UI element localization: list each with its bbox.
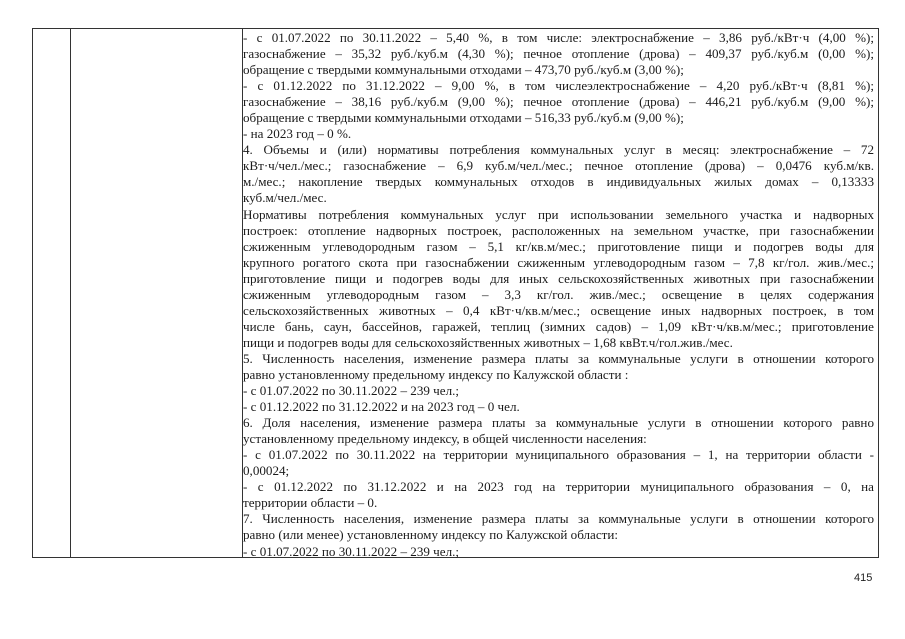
text-line: - с 01.07.2022 по 30.11.2022 – 5,40 %, в том числе: электроснабжение – 3,86 руб./кВт·ч (4,00 %); (243, 30, 874, 45)
text-line: - с 01.07.2022 по 30.11.2022 – 239 чел.; (243, 383, 460, 399)
text-line: числе бань, саун, бассейнов, гаражей, теплиц (зимних садов) – 1,09 кВт·ч/кв.м/мес.; приготовление (243, 318, 874, 334)
text-line: м./мес.; накопление твердых коммунальных отходов в индивидуальных жилых домах – 0,13333 (243, 174, 874, 190)
text-line: равно установленному предельному индексу по Калужской области : (243, 366, 629, 382)
document-table (32, 28, 879, 558)
text-line: построек: отопление надворных построек, расположенных на земельном участке, при газоснабжении (243, 222, 874, 238)
text-line: установленному предельному индексу, в общей численности населения: (243, 431, 647, 447)
text-line: равно (или менее) установленному индексу по Калужской области: (243, 527, 619, 543)
text-line: - с 01.07.2022 по 30.11.2022 – 239 чел.; (243, 543, 460, 559)
text-line: - с 01.12.2022 по 31.12.2022 и на 2023 год – 0 чел. (243, 399, 520, 415)
table-cell-content (243, 30, 874, 560)
text-line: сжиженным углеводородным газом – 3,3 кг/гол. жив./мес.; освещение в целях содержания (243, 286, 874, 302)
text-line: газоснабжение – 38,16 руб./куб.м (9,00 %); печное отопление (дрова) – 446,21 руб./куб.м (9,00 %); (243, 94, 874, 110)
text-line: сжиженным углеводородным газом – 5,1 кг/кв.м/мес.; приготовление пищи и подогрев воды для (243, 238, 874, 254)
text-line: сельскохозяйственных животных – 0,4 кВт·ч/кв.м/мес.; освещение иных надворных построек, в том (243, 302, 874, 318)
text-line: 4. Объемы и (или) нормативы потребления коммунальных услуг в месяц: электроснабжение – 72 (243, 142, 874, 158)
text-line: - с 01.07.2022 по 30.11.2022 на территории муниципального образования – 1, на территории области - (243, 447, 874, 463)
text-line: Нормативы потребления коммунальных услуг при использовании земельного участка и надворных (243, 206, 874, 222)
text-line: - с 01.12.2022 по 31.12.2022 – 9,00 %, в том числеэлектроснабжение – 4,20 руб./кВт·ч (8,81 %); (243, 78, 874, 94)
text-line: территории области – 0. (243, 495, 378, 511)
text-line: кВт·ч/чел./мес.; газоснабжение – 6,9 куб.м/чел./мес.; печное отопление (дрова) – 0,0476 куб.м/кв. (243, 158, 874, 174)
text-line: газоснабжение – 35,32 руб./куб.м (4,30 %); печное отопление (дрова) – 409,37 руб./куб.м (0,00 %); (243, 46, 874, 62)
text-line: - на 2023 год – 0 %. (243, 126, 352, 142)
text-line: 7. Численность населения, изменение размера платы за коммунальные услуги в отношении которого (243, 511, 874, 527)
text-line: 0,00024; (243, 463, 290, 479)
table-column-number (33, 29, 71, 557)
text-line: 6. Доля населения, изменение размера платы за коммунальные услуги в отношении которого равно (243, 415, 874, 431)
text-line: пищи и подогрев воды для сельскохозяйственных животных – 1,68 квВт.ч/гол.жив./мес. (243, 334, 733, 350)
text-line: 5. Численность населения, изменение размера платы за коммунальные услуги в отношении которого (243, 350, 874, 366)
text-line: - с 01.12.2022 по 31.12.2022 и на 2023 год на территории муниципального образования – 0, на (243, 479, 874, 495)
text-line: куб.м/чел./мес. (243, 190, 327, 206)
page-number: 415 (854, 572, 873, 584)
text-line: обращение с твердыми коммунальными отходами – 473,70 руб./куб.м (3,00 %); (243, 62, 684, 78)
text-line: крупного рогатого скота при газоснабжении сжиженным углеводородным газом – 7,8 кг/гол. жив./мес.; (243, 254, 874, 270)
text-line: обращение с твердыми коммунальными отходами – 516,33 руб./куб.м (9,00 %); (243, 110, 684, 126)
table-column-name (70, 29, 243, 557)
text-line: приготовление пищи и подогрев воды для иных сельскохозяйственных животных при газоснабжении (243, 270, 874, 286)
